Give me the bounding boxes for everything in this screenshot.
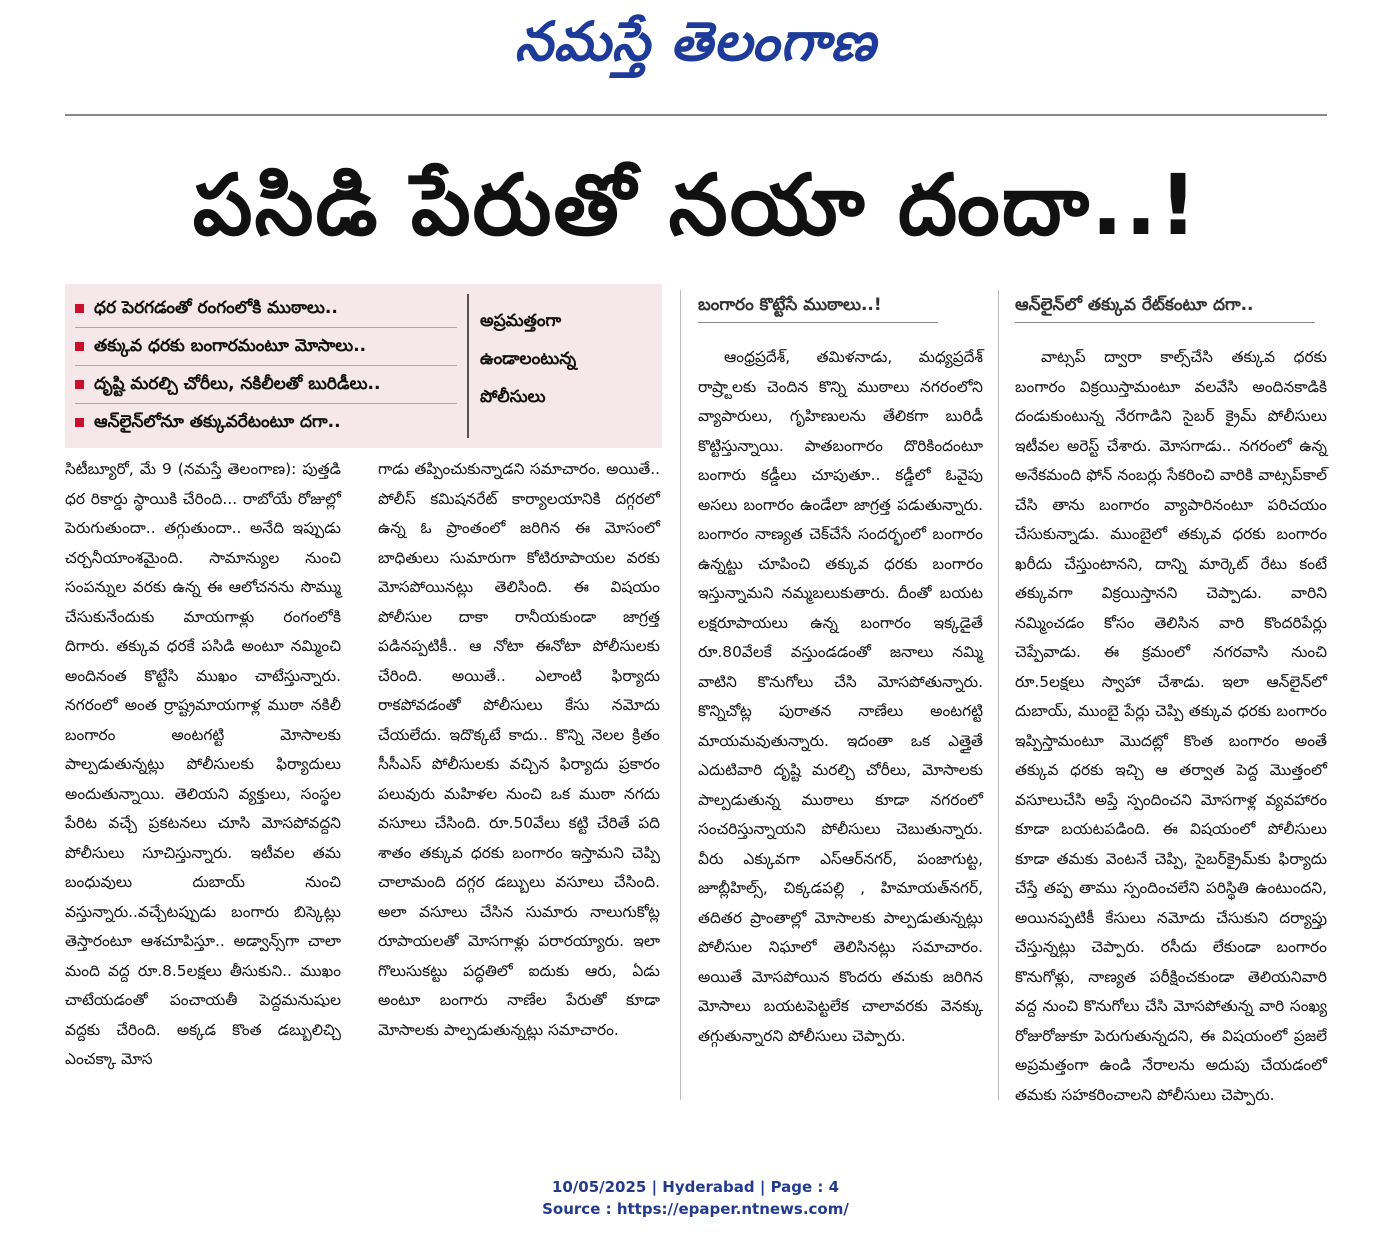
article-column-1 bbox=[65, 455, 341, 1075]
article-column-2 bbox=[378, 455, 660, 1045]
bullet-square-icon bbox=[75, 418, 84, 427]
footer-source-line: Source : https://epaper.ntnews.com/ bbox=[542, 1200, 849, 1218]
highlight-text: ధర పెరగడంతో రంగంలోకి ముఠాలు.. bbox=[94, 298, 338, 318]
column-heading-online: ఆన్‌లైన్‌లో తక్కువ రేట్‌కంటూ దగా.. bbox=[1015, 290, 1315, 323]
highlight-item bbox=[75, 328, 457, 366]
top-rule bbox=[65, 114, 1327, 116]
bullet-square-icon bbox=[75, 342, 84, 351]
bullet-square-icon bbox=[75, 304, 84, 313]
highlights-list bbox=[75, 290, 457, 441]
column-separator bbox=[998, 290, 999, 1100]
highlight-item bbox=[75, 366, 457, 404]
highlight-item bbox=[75, 404, 457, 441]
article-paragraph: గాడు తప్పించుకున్నాడని సమాచారం. అయితే.. పోలీస్ కమిషనరేట్ కార్యాలయానికి దగ్గరలో ఉన్న ఓ ప్రాంతంలో జరిగిన ఈ మోసంలో బాధితులు సుమారుగా కోటిరూపాయల వరకు మోసపోయినట్లు తెలిసింది. ఈ విషయం పోలీసుల దాకా రానీయకుండా జాగ్రత్త పడినప్పటికీ.. ఆ నోటా ఈనోటా పోలీసులకు చేరింది. అయితే.. ఎలాంటి ఫిర్యాదు రాకపోవడంతో పోలీసులు కేసు నమోదు చేయలేదు. ఇదొక్కటే కాదు.. కొన్ని నెలల క్రితం సీసీఎస్ పోలీసులకు వచ్చిన ఫిర్యాదు ప్రకారం పలువురు మహిళల నుంచి ఒక ముఠా నగదు వసూలు చేసింది. రూ.50వేలు కట్టి చేరితే పది శాతం తక్కువ ధరకు బంగారం ఇస్తామని చెప్పి చాలామంది దగ్గర డబ్బులు వసూలు చేసింది. అలా వసూలు చేసిన సుమారు నాలుగుకోట్ల రూపాయలతో మోసగాళ్లు పరారయ్యారు. ఇలా గొలుసుకట్టు పద్ధతిలో ఐదుకు ఆరు, ఏడు అంటూ బంగారు నాణేల పేరుతో కూడా మోసాలకు పాల్పడుతున్నట్లు సమాచారం. bbox=[378, 460, 660, 1039]
column-separator bbox=[680, 290, 681, 1100]
sidebox-line: అప్రమత్తంగా bbox=[480, 311, 562, 331]
sidebox-caption bbox=[480, 302, 650, 416]
highlights-box bbox=[65, 284, 662, 448]
highlight-item bbox=[75, 290, 457, 328]
highlight-text: తక్కువ ధరకు బంగారమంటూ మోసాలు.. bbox=[94, 336, 367, 356]
bullet-square-icon bbox=[75, 380, 84, 389]
column-heading-gangs: బంగారం కొట్టేసే ముఠాలు..! bbox=[698, 290, 938, 323]
sidebox-line: పోలీసులు bbox=[480, 387, 546, 407]
article-paragraph: సిటీబ్యూరో, మే 9 (నమస్తే తెలంగాణ): పుత్తడి ధర రికార్డు స్థాయికి చేరింది... రాబోయే రోజుల్లో పెరుగుతుందా.. తగ్గుతుందా.. అనేది ఇప్పుడు చర్చనీయాంశమైంది. సామాన్యుల నుంచి సంపన్నుల వరకు ఉన్న ఈ ఆలోచనను సొమ్ము చేసుకునేందుకు మాయగాళ్లు రంగంలోకి దిగారు. తక్కువ ధరకే పసిడి అంటూ నమ్మించి అందినంత కొట్టేసి ముఖం చాటేస్తున్నారు. నగరంలో అంత ర్రాష్ట్రమాయగాళ్ల ముఠా నకిలీ బంగారం అంటగట్టి మోసాలకు పాల్పడుతున్నట్లు పోలీసులకు ఫిర్యాదులు అందుతున్నాయి. తెలియని వ్యక్తులు, సంస్థల పేరిట వచ్చే ప్రకటనలు చూసి మోసపోవద్దని పోలీసులు సూచిస్తున్నారు. ఇటీవల తమ బంధువులు దుబాయ్ నుంచి వస్తున్నారు..వచ్చేటప్పుడు బంగారు బిస్కెట్లు తెస్తారంటూ ఆశచూపిస్తూ.. అడ్వాన్స్‌గా చాలా మంది వద్ద రూ.8.5లక్షలు తీసుకుని.. ముఖం చాటేయడంతో పంచాయతీ పెద్దమనుషుల వద్దకు చేరింది. అక్కడ కొంత డబ్బులిచ్చి ఎంచక్కా మోస bbox=[65, 460, 341, 1068]
article-paragraph: వాట్సప్ ద్వారా కాల్స్‌చేసి తక్కువ ధరకు బంగారం విక్రయిస్తామంటూ వలవేసి అందినకాడికి దండుకుంటున్న నేరగాడిని సైబర్ క్రైమ్ పోలీసులు ఇటీవల అరెస్ట్ చేశారు. మోసగాడు.. నగరంలో ఉన్న అనేకమంది ఫోన్ నంబర్లు సేకరించి వారికి వాట్సప్‌కాల్ చేసి తాను బంగారం వ్యాపారినంటూ పరిచయం చేసుకున్నాడు. ముంబైలో తక్కువ ధరకు బంగారం ఖరీదు చేస్తుంటానని, దాన్ని మార్కెట్ రేటు కంటే తక్కువగా విక్రయిస్తానని చెప్పాడు. వారిని నమ్మించడం కోసం తెలిసిన వారి కొందరిపేర్లు చెప్పేవాడు. ఈ క్రమంలో నగరవాసి నుంచి రూ.5లక్షలు స్వాహా చేశాడు. ఇలా ఆన్‌లైన్‌లో దుబాయ్, ముంబై పేర్లు చెప్పి తక్కువ ధరకు బంగారం ఇప్పిస్తామంటూ మొదట్లో కొంత బంగారం అంతే తక్కువ ధరకు ఇచ్చి ఆ తర్వాత పెద్ద మొత్తంలో వసూలుచేసి అప్తే స్పందించని మోసగాళ్ల వ్యవహారం కూడా బయటపడింది. ఈ విషయంలో పోలీసులు కూడా తమకు వెంటనే చెప్పి, సైబర్‌క్రైమ్‌కు ఫిర్యాదు చేస్తే తప్ప తాము స్పందించలేని పరిస్థితి ఉంటుందని, అయినప్పటికీ కేసులు నమోదు చేసుకుని దర్యాప్తు చేస్తున్నట్లు చెప్పారు. రసీదు లేకుండా బంగారం కొనుగోళ్లు, నాణ్యత పరీక్షించకుండా తెలియనివారి వద్ద నుంచి కొనుగోలు చేసి మోసపోతున్న వారి సంఖ్య రోజురోజుకూ పెరుగుతున్నదని, ఈ విషయంలో ప్రజలే అప్రమత్తంగా ఉండి నేరాలను అదుపు చేయడంలో తమకు సహకరించాలని పోలీసులు చెప్పారు. bbox=[1015, 348, 1327, 1104]
highlight-text: దృష్టి మరల్చి చోరీలు, నకిలీలతో బురిడీలు.. bbox=[94, 374, 381, 394]
sidebox-line: ఉండాలంటున్న bbox=[480, 349, 577, 369]
footer-date-line: 10/05/2025 | Hyderabad | Page : 4 bbox=[551, 1178, 840, 1196]
masthead-logo: నమస్తే తెలంగాణ bbox=[514, 9, 877, 73]
article-column-3 bbox=[698, 343, 983, 1051]
article-column-4 bbox=[1015, 343, 1327, 1110]
headline: పసిడి పేరుతో నయా దందా..! bbox=[192, 156, 1200, 254]
highlights-divider bbox=[467, 294, 469, 438]
article-paragraph: ఆంధ్రప్రదేశ్, తమిళనాడు, మధ్యప్రదేశ్ రాష్ర్టాలకు చెందిన కొన్ని ముఠాలు నగరంలోని వ్యాపారులు, గృహిణులను తేలికగా బురిడీ కొట్టిస్తున్నాయి. పాతబంగారం దొరికిందంటూ బంగారు కడ్డీలు చూపుతూ.. కడ్డీలో ఓవైపు అసలు బంగారం ఉండేలా జాగ్రత్త పడుతున్నారు. బంగారం నాణ్యత చెక్‌చేసే సందర్భంలో బంగారం ఉన్నట్టు చూపించి తక్కువ ధరకు బంగారం ఇస్తున్నామని నమ్మబలుకుతారు. దీంతో బయట లక్షరూపాయలు ఉన్న బంగారం ఇక్కడైతే రూ.80వేలకే వస్తుండడంతో జనాలు నమ్మి వాటిని కొనుగోలు చేసి మోసపోతున్నారు. కొన్నిచోట్ల పురాతన నాణేలు అంటగట్టి మాయమవుతున్నారు. ఇదంతా ఒక ఎత్తైతే ఎదుటివారి దృష్టి మరల్చి చోరీలు, మోసాలకు పాల్పడుతున్న ముఠాలు కూడా నగరంలో సంచరిస్తున్నాయని పోలీసులు చెబుతున్నారు. వీరు ఎక్కువగా ఎస్ఆర్‌నగర్, పంజాగుట్ట, జూబ్లీహిల్స్, చిక్కడపల్లి , హిమాయత్‌నగర్, తదితర ప్రాంతాల్లో మోసాలకు పాల్పడుతున్నట్లు పోలీసుల నిఘాలో తెలిసినట్లు సమాచారం. అయితే మోసపోయిన కొందరు తమకు జరిగిన మోసాలు బయటపెట్టలేక చాలావరకు వెనక్కు తగ్గుతున్నారని పోలీసులు చెప్పారు. bbox=[698, 348, 983, 1045]
highlight-text: ఆన్‌లైన్‌లోనూ తక్కువరేటంటూ దగా.. bbox=[94, 412, 341, 432]
